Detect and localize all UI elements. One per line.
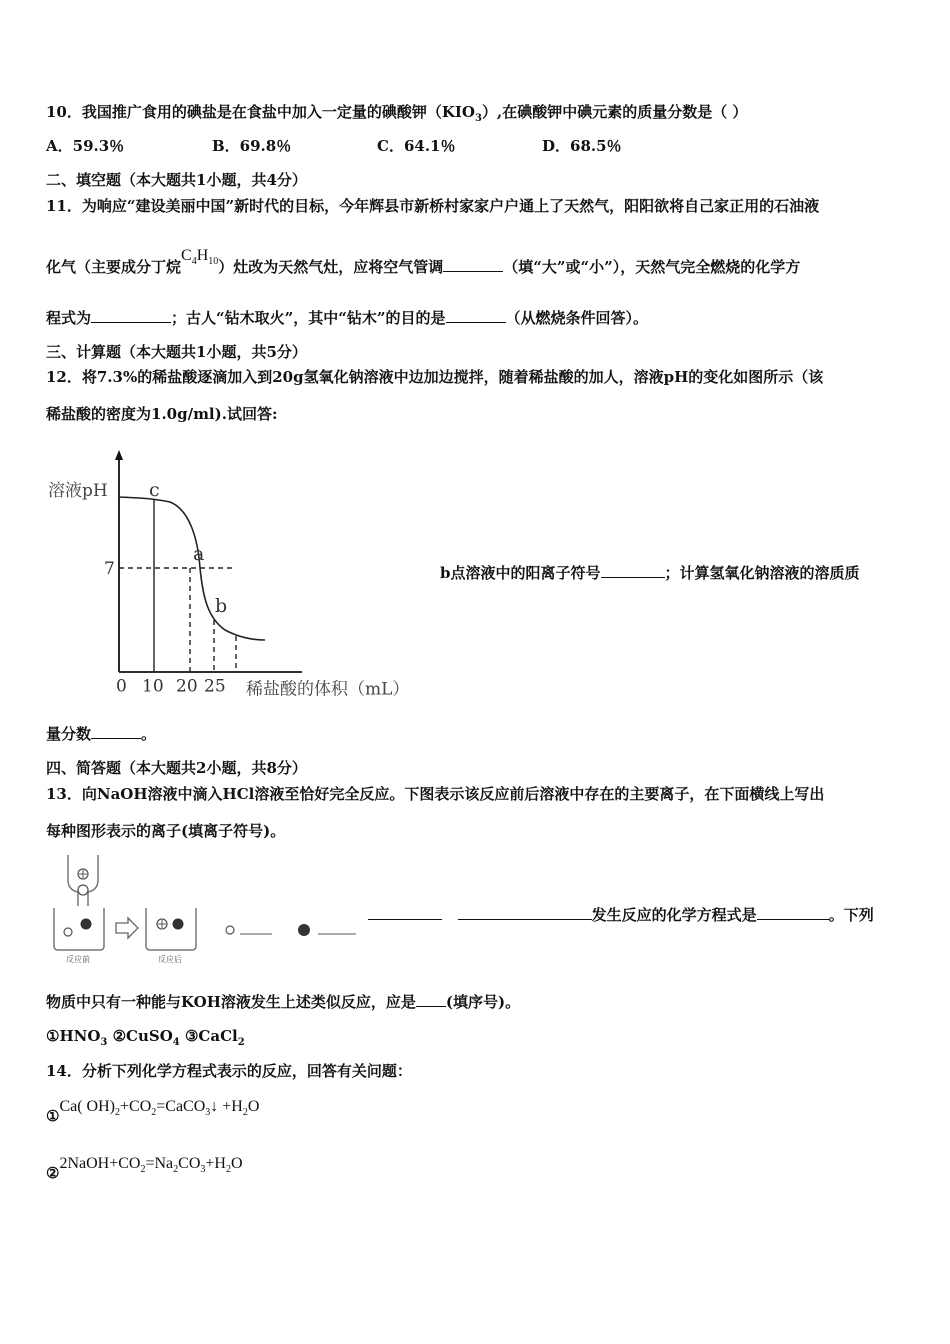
before-ion-filled [81, 919, 92, 930]
q11-blank-1[interactable] [443, 257, 503, 272]
q11-line-2: 化气（主要成分丁烷$C_4H_{10}$）灶改为天然气灶，应将空气管调 （填“大”或“小”），天然气完全燃烧的化学方 [46, 247, 801, 276]
q11-blank-2[interactable] [91, 308, 171, 323]
q14-equation-1: ①Ca( $OH)_2+CO_2=CaCO_3↓ +H_2O$ [46, 1098, 260, 1125]
dropper-ion-open [78, 885, 88, 895]
section-heading-short-answer: 四、简答题（本大题共2小题，共8分） [46, 759, 307, 777]
label-after: 反应后 [158, 955, 182, 964]
q10-option-b[interactable]: B．69.8％ [212, 137, 292, 155]
beaker-after [146, 908, 196, 950]
q12-line-1: 12．将7.3%的稀盐酸逐滴加入到20g氢氧化钠溶液中边加边搅拌，随着稀盐酸的加人，溶液pH的变化如图所示（该 [46, 368, 824, 386]
q13-blank-1[interactable] [368, 905, 442, 920]
q13-side-text: 发生反应的化学方程式是 。下列 [368, 905, 874, 925]
ph-chart [40, 440, 440, 700]
q10-option-c[interactable]: C．64.1％ [377, 137, 456, 155]
q13-blank-4[interactable] [416, 992, 446, 1007]
x-tick-25: 25 [204, 676, 226, 697]
beaker-before [54, 908, 104, 950]
q10-stem: 10．我国推广食用的碘盐是在食盐中加入一定量的碘酸钾$(KIO_3)$,在碘酸钾中碘元素的质量分数是（ ） [46, 103, 748, 124]
q13-line-2: 每种图形表示的离子(填离子符号)。 [46, 822, 286, 840]
section-heading-calculation: 三、计算题（本大题共1小题，共5分） [46, 343, 307, 361]
point-label-c: c [149, 479, 160, 501]
q13-blank-3[interactable] [757, 905, 829, 920]
q13-line-1: 13．向NaOH溶液中滴入HCl溶液至恰好完全反应。下图表示该反应前后溶液中存在的主要离子，在下面横线上写出 [46, 785, 825, 803]
q13-blank-2[interactable] [458, 905, 592, 920]
q12-blank-2[interactable] [91, 724, 141, 739]
q13-line-3: 物质中只有一种能与KOH溶液发生上述类似反应，应是 (填序号)。 [46, 993, 521, 1011]
before-ion-open [64, 928, 72, 936]
y-axis-label: 溶液pH [48, 481, 108, 501]
q12-side-text: b点溶液中的阳离子符号 ；计算氢氧化钠溶液的溶质质 [440, 564, 860, 582]
point-label-a: a [193, 543, 205, 565]
x-tick-10: 10 [142, 676, 164, 697]
label-before: 反应前 [66, 955, 90, 964]
q14-line-1: 14．分析下列化学方程式表示的反应，回答有关问题： [46, 1062, 412, 1080]
q14-equation-2: $②2NaOH+CO_2=Na_2CO_3+H_2O$ [46, 1155, 243, 1182]
x-tick-20: 20 [176, 676, 198, 697]
q12-line-2: 稀盐酸的密度为1.0g/ml).试回答: [46, 405, 278, 423]
q13-choices: $①HNO_3$ ②CuSO$_4$ ③CaCl$_2$ [46, 1027, 245, 1048]
dropper [68, 855, 98, 906]
ion-figure [46, 850, 366, 965]
reaction-arrow-icon [116, 918, 138, 938]
q12-line-3: 量分数 。 [46, 725, 157, 743]
y-tick-7: 7 [104, 559, 115, 579]
legend-ion-open [226, 926, 234, 934]
y-axis-arrow [115, 450, 123, 460]
x-tick-0: 0 [116, 676, 127, 697]
x-axis-label: 稀盐酸的体积（mL） [246, 679, 410, 700]
after-ion-filled [173, 919, 184, 930]
q10-option-a[interactable]: A．59.3％ [46, 137, 125, 155]
q11-line-1: 11．为响应“建设美丽中国”新时代的目标，今年辉县市新桥村家家户户通上了天然气，阳阳欲将自己家正用的石油液 [46, 197, 820, 215]
section-heading-fill-in: 二、填空题（本大题共1小题，共4分） [46, 171, 307, 189]
q10-option-d[interactable]: D．68.5％ [542, 137, 622, 155]
point-label-b: b [215, 595, 228, 617]
q11-line-3: 程式为 ；古人“钻木取火”，其中“钻木”的目的是 （从燃烧条件回答）。 [46, 309, 649, 327]
q11-blank-3[interactable] [446, 308, 506, 323]
q12-blank-1[interactable] [601, 563, 665, 578]
legend-ion-filled [298, 924, 310, 936]
